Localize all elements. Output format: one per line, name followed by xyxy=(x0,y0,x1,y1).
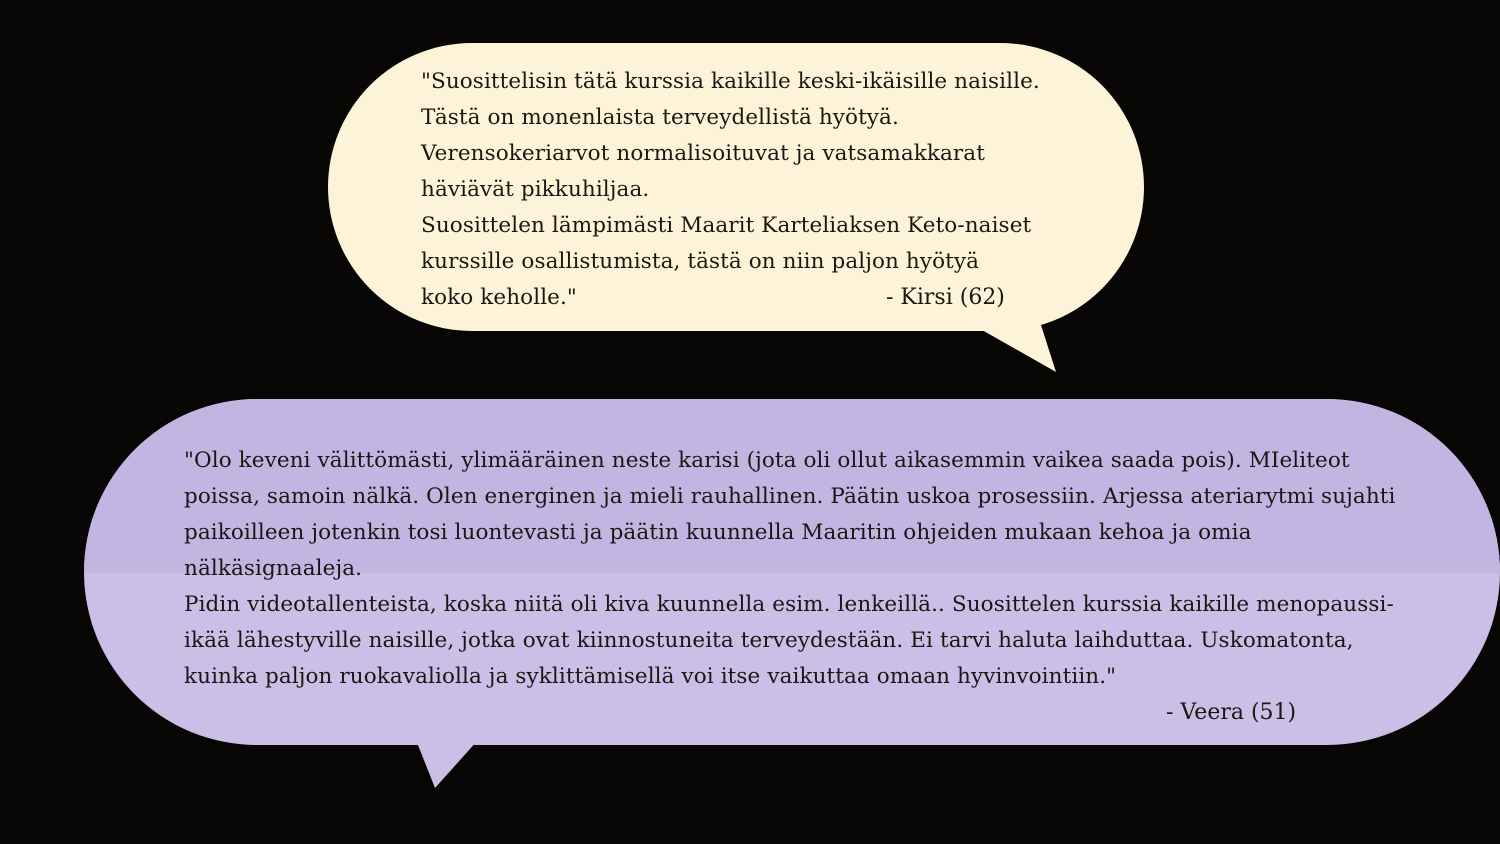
testimonial-author-kirsi: - Kirsi (62) xyxy=(886,285,1005,310)
quote-line: Pidin videotallenteista, koska niitä oli kiva kuunnella esim. lenkeillä.. Suosittelen kurssia kaikille menopaussi- xyxy=(184,592,1394,617)
quote-line: nälkäsignaaleja. xyxy=(184,556,363,581)
quote-line: kuinka paljon ruokavaliolla ja syklittämisellä voi itse vaikuttaa omaan hyvinvointiin." xyxy=(184,664,1117,689)
quote-line: Verensokeriarvot normalisoituvat ja vatsamakkarat xyxy=(421,141,985,166)
testimonial-quote-kirsi xyxy=(421,64,1061,316)
quote-line: ikää lähestyville naisille, jotka ovat kiinnostuneita terveydestään. Ei tarvi haluta laihduttaa. Uskomatonta, xyxy=(184,628,1354,653)
quote-line: Tästä on monenlaista terveydellistä hyötyä. xyxy=(421,105,899,130)
quote-line: paikoilleen jotenkin tosi luontevasti ja päätin kuunnella Maaritin ohjeiden mukaan kehoa ja omia xyxy=(184,520,1252,545)
testimonial-author-veera: - Veera (51) xyxy=(1166,700,1297,725)
quote-line: koko keholle." xyxy=(421,285,577,310)
quote-line: kurssille osallistumista, tästä on niin paljon hyötyä xyxy=(421,249,980,274)
quote-line: Suosittelen lämpimästi Maarit Karteliaksen Keto-naiset xyxy=(421,213,1032,238)
quote-line: poissa, samoin nälkä. Olen energinen ja mieli rauhallinen. Päätin uskoa prosessiin. Arjessa ateriarytmi sujahti xyxy=(184,484,1396,509)
quote-line: "Olo keveni välittömästi, ylimääräinen neste karisi (jota oli ollut aikasemmin vaikea saada pois). MIeliteot xyxy=(184,448,1350,473)
testimonial-quote-veera xyxy=(184,443,1414,695)
quote-line: "Suosittelisin tätä kurssia kaikille keski-ikäisille naisille. xyxy=(421,69,1040,94)
quote-line: häviävät pikkuhiljaa. xyxy=(421,177,650,202)
